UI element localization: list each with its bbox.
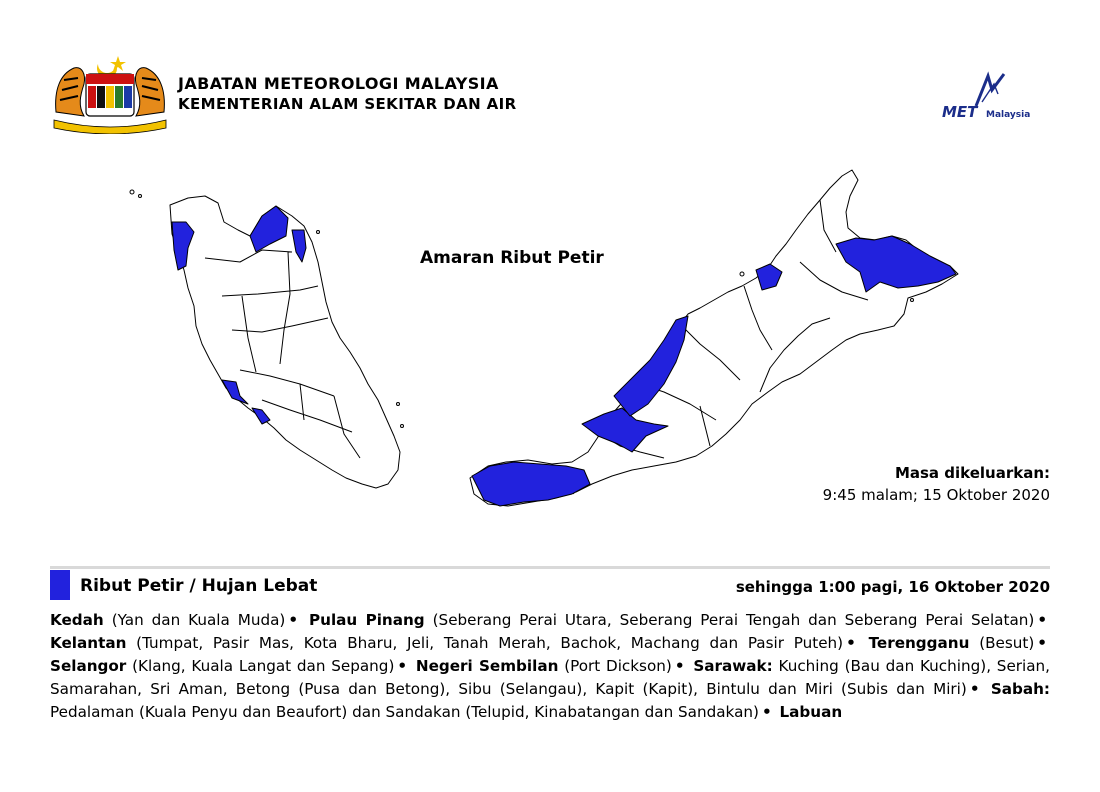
area-detail: (Klang, Kuala Langat dan Sepang) bbox=[132, 657, 395, 675]
affected-areas: Kedah (Yan dan Kuala Muda) • Pulau Pinang (Seberang Perai Utara, Seberang Perai Tengah dan Seberang Perai Selatan) • Kelantan (Tumpat, Pasir Mas, Kota Bharu, Jeli, Tanah Merah, Bachok, Machang dan Pasir Puteh) • Terengganu (Besut) • Selangor (Klang, Kuala Langat dan Sepang) • Negeri Sembilan (Port Dickson) • Sarawak: Kuching (Bau dan Kuching), Serian, Samarahan, Sri Aman, Betong (Pusa dan Betong), Sibu (Selangau), Kapit (Kapit), Bintulu dan Miri (Subis dan Miri) • Sabah: Pedalaman (Kuala Penyu dan Beaufort) dan Sandakan (Telupid, Kinabatangan dan Sandakan) • Labuan bbox=[50, 611, 1051, 721]
issued-label: Masa dikeluarkan: bbox=[894, 464, 1050, 482]
agency-name bbox=[178, 74, 517, 113]
warning-area-kuching bbox=[472, 462, 590, 506]
area-state: Kedah bbox=[50, 611, 104, 629]
area-detail: Kuching (Bau dan Kuching), Serian, Samarahan, Sri Aman, Betong (Pusa dan Betong), Sibu (Selangau), Kapit (Kapit), Bintulu dan Miri (Subis dan Miri) bbox=[50, 657, 1051, 698]
peninsular-malaysia bbox=[170, 196, 400, 488]
area-state: Selangor bbox=[50, 657, 127, 675]
coat-of-arms-icon bbox=[50, 50, 170, 134]
section-divider bbox=[50, 566, 1050, 569]
header bbox=[48, 50, 1058, 140]
area-state: Pulau Pinang bbox=[309, 611, 425, 629]
area-state: Labuan bbox=[779, 703, 843, 721]
map-title: Amaran Ribut Petir bbox=[420, 248, 604, 268]
area-state: Kelantan bbox=[50, 634, 127, 652]
met-logo-subtext: Malaysia bbox=[986, 110, 1031, 120]
legend-swatch bbox=[50, 570, 70, 600]
issued-time: 9:45 malam; 15 Oktober 2020 bbox=[822, 486, 1050, 504]
area-detail: (Port Dickson) bbox=[564, 657, 672, 675]
area-detail: (Besut) bbox=[979, 634, 1035, 652]
area-detail: (Seberang Perai Utara, Seberang Perai Tengah dan Seberang Perai Selatan) bbox=[432, 611, 1035, 629]
met-malaysia-logo bbox=[942, 70, 1052, 120]
area-state: Sarawak: bbox=[693, 657, 773, 675]
area-detail: (Tumpat, Pasir Mas, Kota Bharu, Jeli, Tanah Merah, Bachok, Machang dan Pasir Puteh) bbox=[136, 634, 844, 652]
valid-until: sehingga 1:00 pagi, 16 Oktober 2020 bbox=[735, 578, 1050, 596]
area-state: Terengganu bbox=[868, 634, 970, 652]
area-detail: Pedalaman (Kuala Penyu dan Beaufort) dan Sandakan (Telupid, Kinabatangan dan Sandakan) bbox=[50, 703, 759, 721]
agency-line2: KEMENTERIAN ALAM SEKITAR DAN AIR bbox=[178, 95, 517, 113]
issued-time-block bbox=[823, 462, 1050, 506]
met-logo-text: MET bbox=[942, 103, 978, 120]
area-state: Sabah: bbox=[990, 680, 1051, 698]
area-state: Negeri Sembilan bbox=[415, 657, 559, 675]
east-malaysia bbox=[470, 170, 958, 506]
area-detail: (Yan dan Kuala Muda) bbox=[111, 611, 286, 629]
legend-label: Ribut Petir / Hujan Lebat bbox=[80, 576, 318, 596]
warning-map bbox=[0, 150, 1100, 570]
agency-line1: JABATAN METEOROLOGI MALAYSIA bbox=[178, 74, 499, 93]
